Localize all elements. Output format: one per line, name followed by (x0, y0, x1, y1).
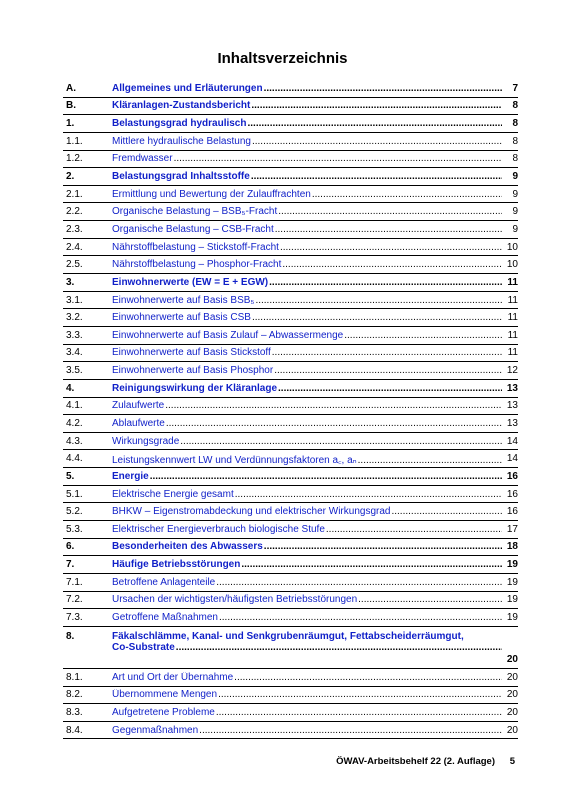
dot-leader (199, 725, 502, 736)
toc-entry-label[interactable]: Fremdwasser (112, 153, 173, 165)
toc-entry-page-number: 19 (506, 576, 518, 588)
toc-entry[interactable] (63, 468, 518, 486)
toc-entry-label[interactable]: Häufige Betriebsstörungen (112, 559, 241, 571)
toc-entry-number: 8.4. (66, 724, 83, 736)
toc-entry-page-number: 14 (506, 453, 518, 465)
toc-entry[interactable] (63, 539, 518, 557)
dot-leader (174, 153, 502, 164)
toc-entry-number: 3.2. (66, 312, 83, 324)
toc-entry-label[interactable]: Nährstoffbelastung – Phosphor-Fracht (112, 259, 282, 271)
toc-entry[interactable] (63, 398, 518, 416)
dot-leader (180, 436, 502, 447)
dot-leader (166, 418, 502, 429)
toc-entry-page-number: 20 (506, 724, 518, 736)
toc-entry[interactable] (63, 380, 518, 398)
toc-entry-number: 2. (66, 171, 75, 183)
toc-entry[interactable] (63, 362, 518, 380)
toc-entry-page-number: 16 (506, 506, 518, 518)
toc-entry[interactable] (63, 292, 518, 310)
toc-entry-number: 7.3. (66, 612, 83, 624)
toc-entry[interactable] (63, 722, 518, 740)
toc-entry-label[interactable]: Ablaufwerte (112, 417, 165, 429)
toc-entry[interactable] (63, 274, 518, 292)
toc-entry-number: 1.1. (66, 135, 83, 147)
toc-entry-number: 3.5. (66, 365, 83, 377)
toc-entry-number: 2.3. (66, 223, 83, 235)
toc-entry-label[interactable]: Ursachen der wichtigsten/häufigsten Betriebsstörungen (112, 594, 358, 606)
toc-entry-number: 4. (66, 382, 75, 394)
toc-entry[interactable] (63, 704, 518, 722)
toc-entry-page-number: 9 (512, 171, 518, 183)
toc-entry-number: 3.1. (66, 294, 83, 306)
toc-entry[interactable] (63, 221, 518, 239)
toc-entry[interactable] (63, 669, 518, 687)
dot-leader (312, 189, 502, 200)
toc-entry[interactable] (63, 256, 518, 274)
dot-leader (269, 277, 502, 288)
toc-entry-number: 4.2. (66, 417, 83, 429)
toc-entry-label[interactable]: Belastungsgrad hydraulisch (112, 118, 247, 130)
toc-entry-label[interactable]: Kläranlagen-Zustandsbericht (112, 100, 251, 112)
toc-entry-label[interactable]: Elektrischer Energieverbrauch biologische Stufe (112, 523, 325, 535)
toc-entry-page-number: 7 (512, 82, 518, 94)
toc-entry-page-number: 8 (512, 100, 518, 112)
toc-entry-number: 4.3. (66, 435, 83, 447)
toc-entry-page-number: 20 (506, 653, 518, 665)
toc-entry-label[interactable]: Nährstoffbelastung – Stickstoff-Fracht (112, 241, 279, 253)
toc-entry-page-number: 19 (506, 559, 518, 571)
toc-entry[interactable] (63, 503, 518, 521)
footer-page-number: 5 (509, 756, 515, 767)
toc-entry-page-number: 8 (512, 118, 518, 130)
toc-entry[interactable] (63, 327, 518, 345)
toc-entry-label[interactable]: Einwohnerwerte auf Basis BSB₅ (112, 294, 255, 306)
dot-leader (326, 524, 502, 535)
dot-leader (272, 347, 502, 358)
toc-entry-number: A. (66, 82, 76, 94)
toc-entry-page-number: 12 (506, 365, 518, 377)
toc-entry[interactable] (63, 168, 518, 186)
toc-entry-number: 3.3. (66, 329, 83, 341)
toc-entry[interactable] (63, 345, 518, 363)
toc-entry-label[interactable]: Aufgetretene Probleme (112, 706, 215, 718)
toc-entry[interactable] (63, 203, 518, 221)
dot-leader (165, 400, 502, 411)
toc-entry-number: 7. (66, 559, 75, 571)
toc-entry-page-number: 20 (506, 689, 518, 701)
toc-entry-label[interactable]: Fäkalschlämme, Kanal- und Senkgrubenräumgut, Fettabscheiderräumgut, (112, 630, 464, 642)
dot-leader (235, 489, 502, 500)
dot-leader (219, 612, 502, 623)
toc-entry-number: 2.4. (66, 241, 83, 253)
dot-leader (344, 330, 502, 341)
dot-leader (255, 295, 502, 306)
toc-entry-number: 7.1. (66, 576, 83, 588)
dot-leader (234, 672, 502, 683)
toc-entry-number: 7.2. (66, 594, 83, 606)
dot-leader (274, 365, 502, 376)
toc-entry[interactable] (63, 151, 518, 169)
toc-entry[interactable] (63, 433, 518, 451)
toc-entry-label[interactable]: Getroffene Maßnahmen (112, 612, 218, 624)
toc-entry-label[interactable]: Energie (112, 470, 149, 482)
toc-entry-number: 6. (66, 541, 75, 553)
toc-entry-page-number: 11 (507, 294, 518, 306)
toc-entry-page-number: 13 (506, 400, 518, 412)
toc-entry-label[interactable]: Betroffene Anlagenteile (112, 576, 216, 588)
toc-entry-page-number: 20 (506, 671, 518, 683)
toc-entry-page-number: 16 (506, 488, 518, 500)
toc-entry-number: 8.1. (66, 671, 83, 683)
toc-entry-label[interactable]: Organische Belastung – CSB-Fracht (112, 223, 274, 235)
toc-entry-label[interactable]: Wirkungsgrade (112, 435, 180, 447)
dot-leader (282, 259, 502, 270)
toc-entry-page-number: 9 (512, 223, 518, 235)
dot-leader (275, 224, 502, 235)
toc-entry-label[interactable]: Zulaufwerte (112, 400, 165, 412)
toc-entry-label[interactable]: Belastungsgrad Inhaltsstoffe (112, 171, 250, 183)
toc-entry-page-number: 11 (507, 329, 518, 341)
toc-entry-page-number: 10 (506, 241, 518, 253)
toc-entry-number: 8. (66, 630, 75, 642)
toc-entry-number: 4.1. (66, 400, 83, 412)
toc-entry-page-number: 17 (506, 523, 518, 535)
toc-entry-page-number: 9 (512, 188, 518, 200)
toc-entry-number: 1.2. (66, 153, 83, 165)
toc-entry-number: 2.1. (66, 188, 83, 200)
toc-entry-number: 3.4. (66, 347, 83, 359)
toc-entry-number: 5. (66, 470, 75, 482)
toc-entry-page-number: 18 (506, 541, 518, 553)
dot-leader (251, 171, 502, 182)
toc-entry[interactable] (63, 115, 518, 133)
toc-entry[interactable] (63, 309, 518, 327)
toc-entry-label[interactable]: Einwohnerwerte auf Basis Zulauf – Abwassermenge (112, 329, 344, 341)
toc-entry[interactable] (63, 239, 518, 257)
toc-entry-page-number: 8 (512, 153, 518, 165)
toc-entry-page-number: 20 (506, 706, 518, 718)
dot-leader (247, 118, 502, 129)
toc-entry-number: B. (66, 100, 76, 112)
dot-leader (216, 707, 502, 718)
toc-entry[interactable] (63, 574, 518, 592)
dot-leader (150, 471, 502, 482)
toc-entry-page-number: 16 (506, 470, 518, 482)
dot-leader (278, 206, 502, 217)
dot-leader (278, 383, 502, 394)
toc-entry-number: 8.2. (66, 689, 83, 701)
toc-entry-label[interactable]: Gegenmaßnahmen (112, 724, 199, 736)
dot-leader (280, 242, 502, 253)
dot-leader (264, 541, 502, 552)
toc-entry-label[interactable]: Einwohnerwerte auf Basis Stickstoff (112, 347, 271, 359)
toc-entry-label[interactable]: BHKW – Eigenstromabdeckung und elektrischer Wirkungsgrad (112, 506, 391, 518)
toc-entry[interactable] (63, 556, 518, 574)
toc-entry-label[interactable]: Art und Ort der Übernahme (112, 671, 234, 683)
toc-entry-page-number: 9 (512, 206, 518, 218)
toc-entry[interactable] (63, 687, 518, 705)
toc-entry-page-number: 11 (507, 347, 518, 359)
dot-leader (391, 506, 502, 517)
toc-entry-label[interactable]: Leistungskennwert LW und Verdünnungsfaktoren a꜀, aₙ (112, 454, 357, 466)
dot-leader (252, 136, 502, 147)
toc-entry-page-number: 13 (506, 382, 518, 394)
dot-leader (216, 577, 502, 588)
toc-entry-number: 2.2. (66, 206, 83, 218)
table-of-contents (63, 80, 518, 739)
toc-entry-page-number: 10 (506, 259, 518, 271)
dot-leader (218, 689, 502, 700)
toc-entry-page-number: 11 (507, 312, 518, 324)
toc-entry-page-number: 11 (507, 276, 518, 288)
dot-leader (358, 594, 502, 605)
toc-entry-label[interactable]: Übernommene Mengen (112, 689, 218, 701)
toc-entry-label[interactable]: Mittlere hydraulische Belastung (112, 135, 251, 147)
footer-publication: ÖWAV-Arbeitsbehelf 22 (2. Auflage) (336, 756, 495, 767)
toc-entry-page-number: 19 (506, 594, 518, 606)
toc-entry-label[interactable]: Elektrische Energie gesamt (112, 488, 234, 500)
toc-entry-label[interactable]: Einwohnerwerte (EW = E + EGW) (112, 276, 269, 288)
dot-leader (241, 559, 502, 570)
toc-entry[interactable] (63, 80, 518, 98)
toc-entry[interactable] (63, 98, 518, 116)
page-title: Inhaltsverzeichnis (217, 50, 348, 67)
toc-entry-label[interactable]: Organische Belastung – BSB₅-Fracht (112, 206, 278, 218)
toc-entry-label[interactable]: Besonderheiten des Abwassers (112, 541, 263, 553)
toc-entry-number: 3. (66, 276, 75, 288)
toc-entry-number: 5.2. (66, 506, 83, 518)
toc-entry-label[interactable]: Reinigungswirkung der Kläranlage (112, 382, 278, 394)
dot-leader (264, 83, 502, 94)
toc-entry-label[interactable]: Einwohnerwerte auf Basis CSB (112, 312, 251, 324)
toc-entry-number: 1. (66, 118, 75, 130)
toc-entry[interactable] (63, 627, 518, 669)
dot-leader (358, 455, 502, 466)
toc-entry-label[interactable]: Ermittlung und Bewertung der Zulauffrachten (112, 188, 311, 200)
toc-entry[interactable] (63, 133, 518, 151)
toc-entry-label[interactable]: Allgemeines und Erläuterungen (112, 82, 263, 94)
toc-entry[interactable] (63, 592, 518, 610)
toc-entry[interactable] (63, 186, 518, 204)
toc-entry-number: 5.1. (66, 488, 83, 500)
toc-entry-number: 8.3. (66, 706, 83, 718)
toc-entry[interactable] (63, 609, 518, 627)
toc-entry-label[interactable]: Einwohnerwerte auf Basis Phosphor (112, 365, 274, 377)
toc-entry[interactable] (63, 521, 518, 539)
toc-entry-page-number: 13 (506, 417, 518, 429)
toc-entry-page-number: 19 (506, 612, 518, 624)
dot-leader (252, 312, 502, 323)
dot-leader (176, 642, 502, 653)
toc-entry-page-number: 14 (506, 435, 518, 447)
toc-entry-number: 4.4. (66, 453, 83, 465)
toc-entry-number: 2.5. (66, 259, 83, 271)
toc-entry-page-number: 8 (512, 135, 518, 147)
toc-entry[interactable] (63, 415, 518, 433)
toc-entry[interactable] (63, 450, 518, 468)
toc-entry-label-continued[interactable]: Co-Substrate (112, 641, 175, 653)
toc-entry[interactable] (63, 486, 518, 504)
toc-entry-number: 5.3. (66, 523, 83, 535)
dot-leader (251, 100, 502, 111)
